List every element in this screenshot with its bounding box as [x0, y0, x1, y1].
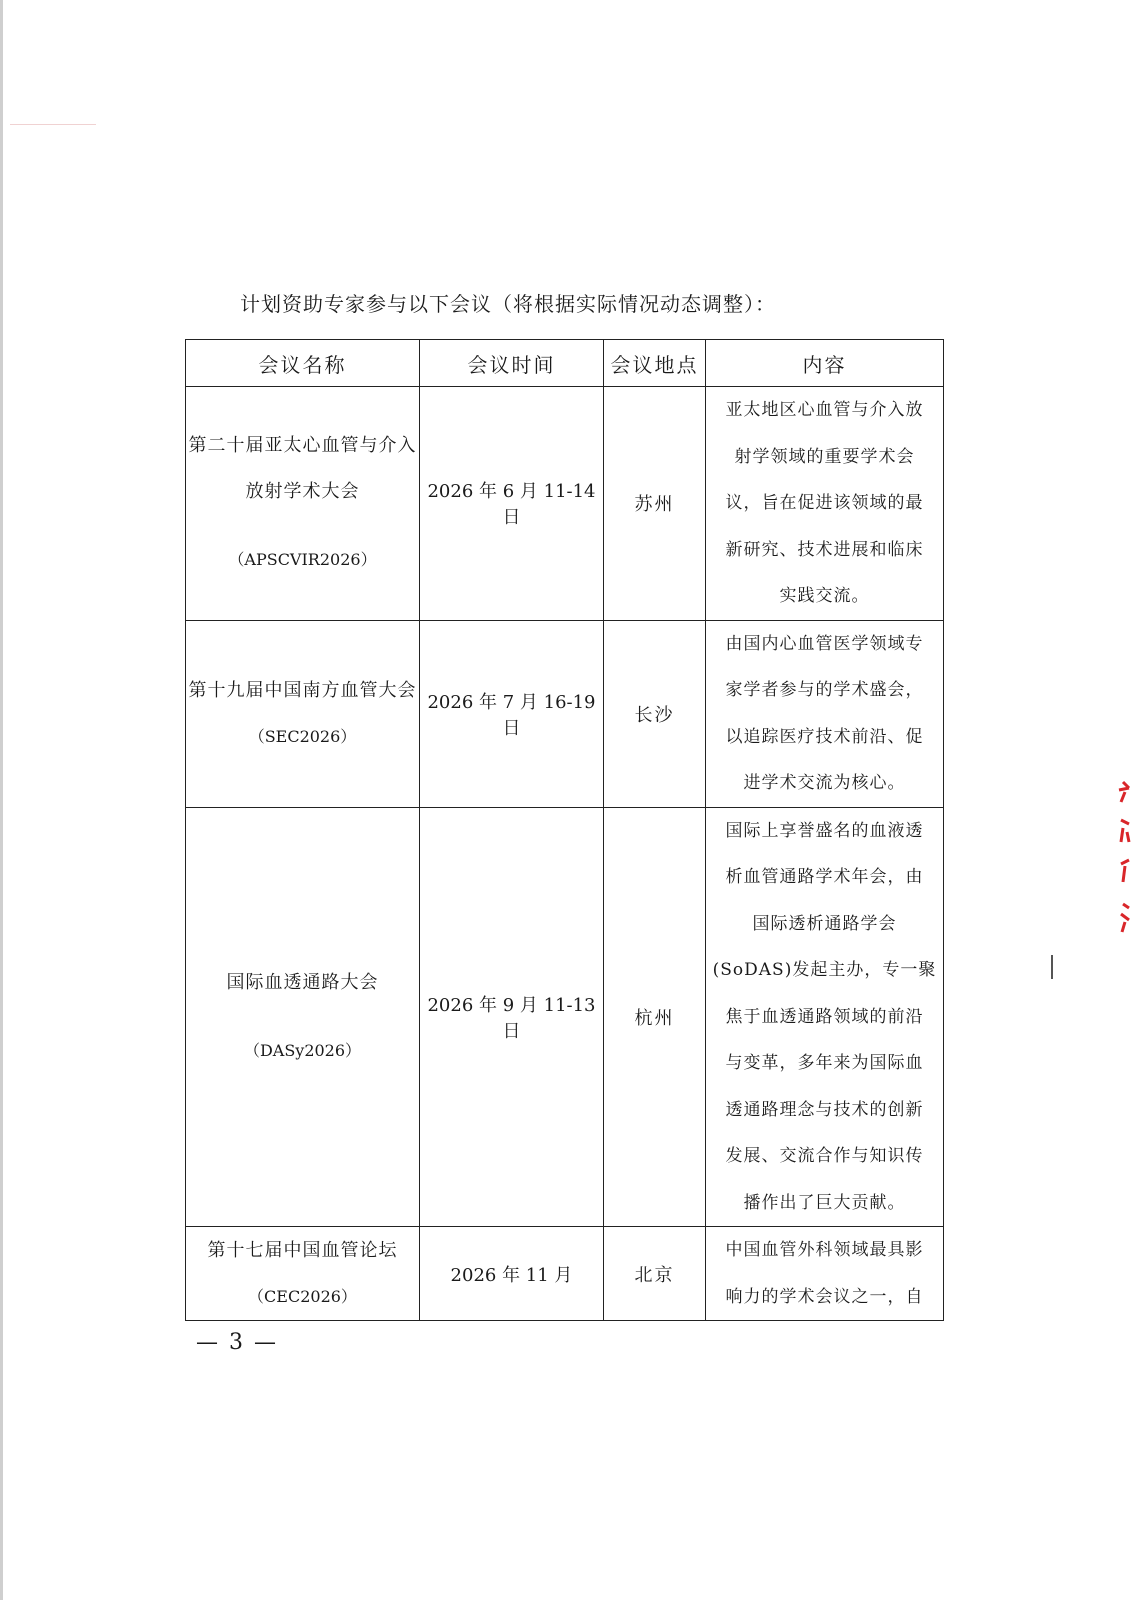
meeting-location: 杭州	[604, 807, 706, 1227]
page-edge	[0, 0, 3, 1600]
meeting-name-cell	[186, 807, 420, 1227]
header-location: 会议地点	[604, 340, 706, 387]
table-row	[186, 620, 944, 807]
header-content: 内容	[706, 340, 944, 387]
meeting-name: 第二十届亚太心血管与介入 放射学术大会	[188, 435, 417, 503]
table-row	[186, 387, 944, 621]
meeting-description: 亚太地区心血管与介入放 射学领域的重要学术会 议，旨在促进该领域的最 新研究、技术进展和临床 实践交流。	[706, 387, 944, 621]
meeting-code: （APSCVIR2026）	[228, 550, 377, 570]
meeting-description: 国际上享誉盛名的血液透 析血管通路学术年会，由 国际透析通路学会 (SoDAS)发起主办，专一聚 焦于血透通路领域的前沿 与变革，多年来为国际血 透通路理念与技术的创新 发展、交流合作与知识传 播作出了巨大贡献。	[706, 807, 944, 1227]
meeting-location: 长沙	[604, 620, 706, 807]
conference-table	[185, 339, 944, 1321]
table-row	[186, 1227, 944, 1321]
meeting-date: 2026 年 9 月 11-13 日	[420, 807, 604, 1227]
header-name: 会议名称	[186, 340, 420, 387]
meeting-date: 2026 年 6 月 11-14 日	[420, 387, 604, 621]
intro-text: 计划资助专家参与以下会议（将根据实际情况动态调整）：	[240, 292, 776, 316]
meeting-name: 国际血透通路大会	[226, 971, 379, 993]
scan-mark-tick	[1051, 955, 1053, 979]
meeting-code: （CEC2026）	[248, 1286, 357, 1306]
header-date: 会议时间	[420, 340, 604, 387]
page-number: — 3 —	[196, 1330, 278, 1355]
meeting-name-cell	[186, 620, 420, 807]
meeting-date: 2026 年 11 月	[420, 1227, 604, 1321]
meeting-code: （SEC2026）	[248, 726, 357, 746]
seal-stamp-fragment	[1109, 780, 1131, 940]
meeting-code: （DASy2026）	[243, 1040, 362, 1060]
meeting-name: 第十九届中国南方血管大会	[188, 679, 417, 701]
scan-mark	[10, 124, 96, 125]
meeting-date: 2026 年 7 月 16-19 日	[420, 620, 604, 807]
table-header-row	[186, 340, 944, 387]
meeting-description: 由国内心血管医学领域专 家学者参与的学术盛会， 以追踪医疗技术前沿、促 进学术交流为核心。	[706, 620, 944, 807]
table-row	[186, 807, 944, 1227]
meeting-name: 第十七届中国血管论坛	[207, 1239, 398, 1261]
meeting-description: 中国血管外科领域最具影 响力的学术会议之一，自	[706, 1227, 944, 1321]
meeting-name-cell	[186, 387, 420, 621]
meeting-location: 北京	[604, 1227, 706, 1321]
meeting-location: 苏州	[604, 387, 706, 621]
meeting-name-cell	[186, 1227, 420, 1321]
